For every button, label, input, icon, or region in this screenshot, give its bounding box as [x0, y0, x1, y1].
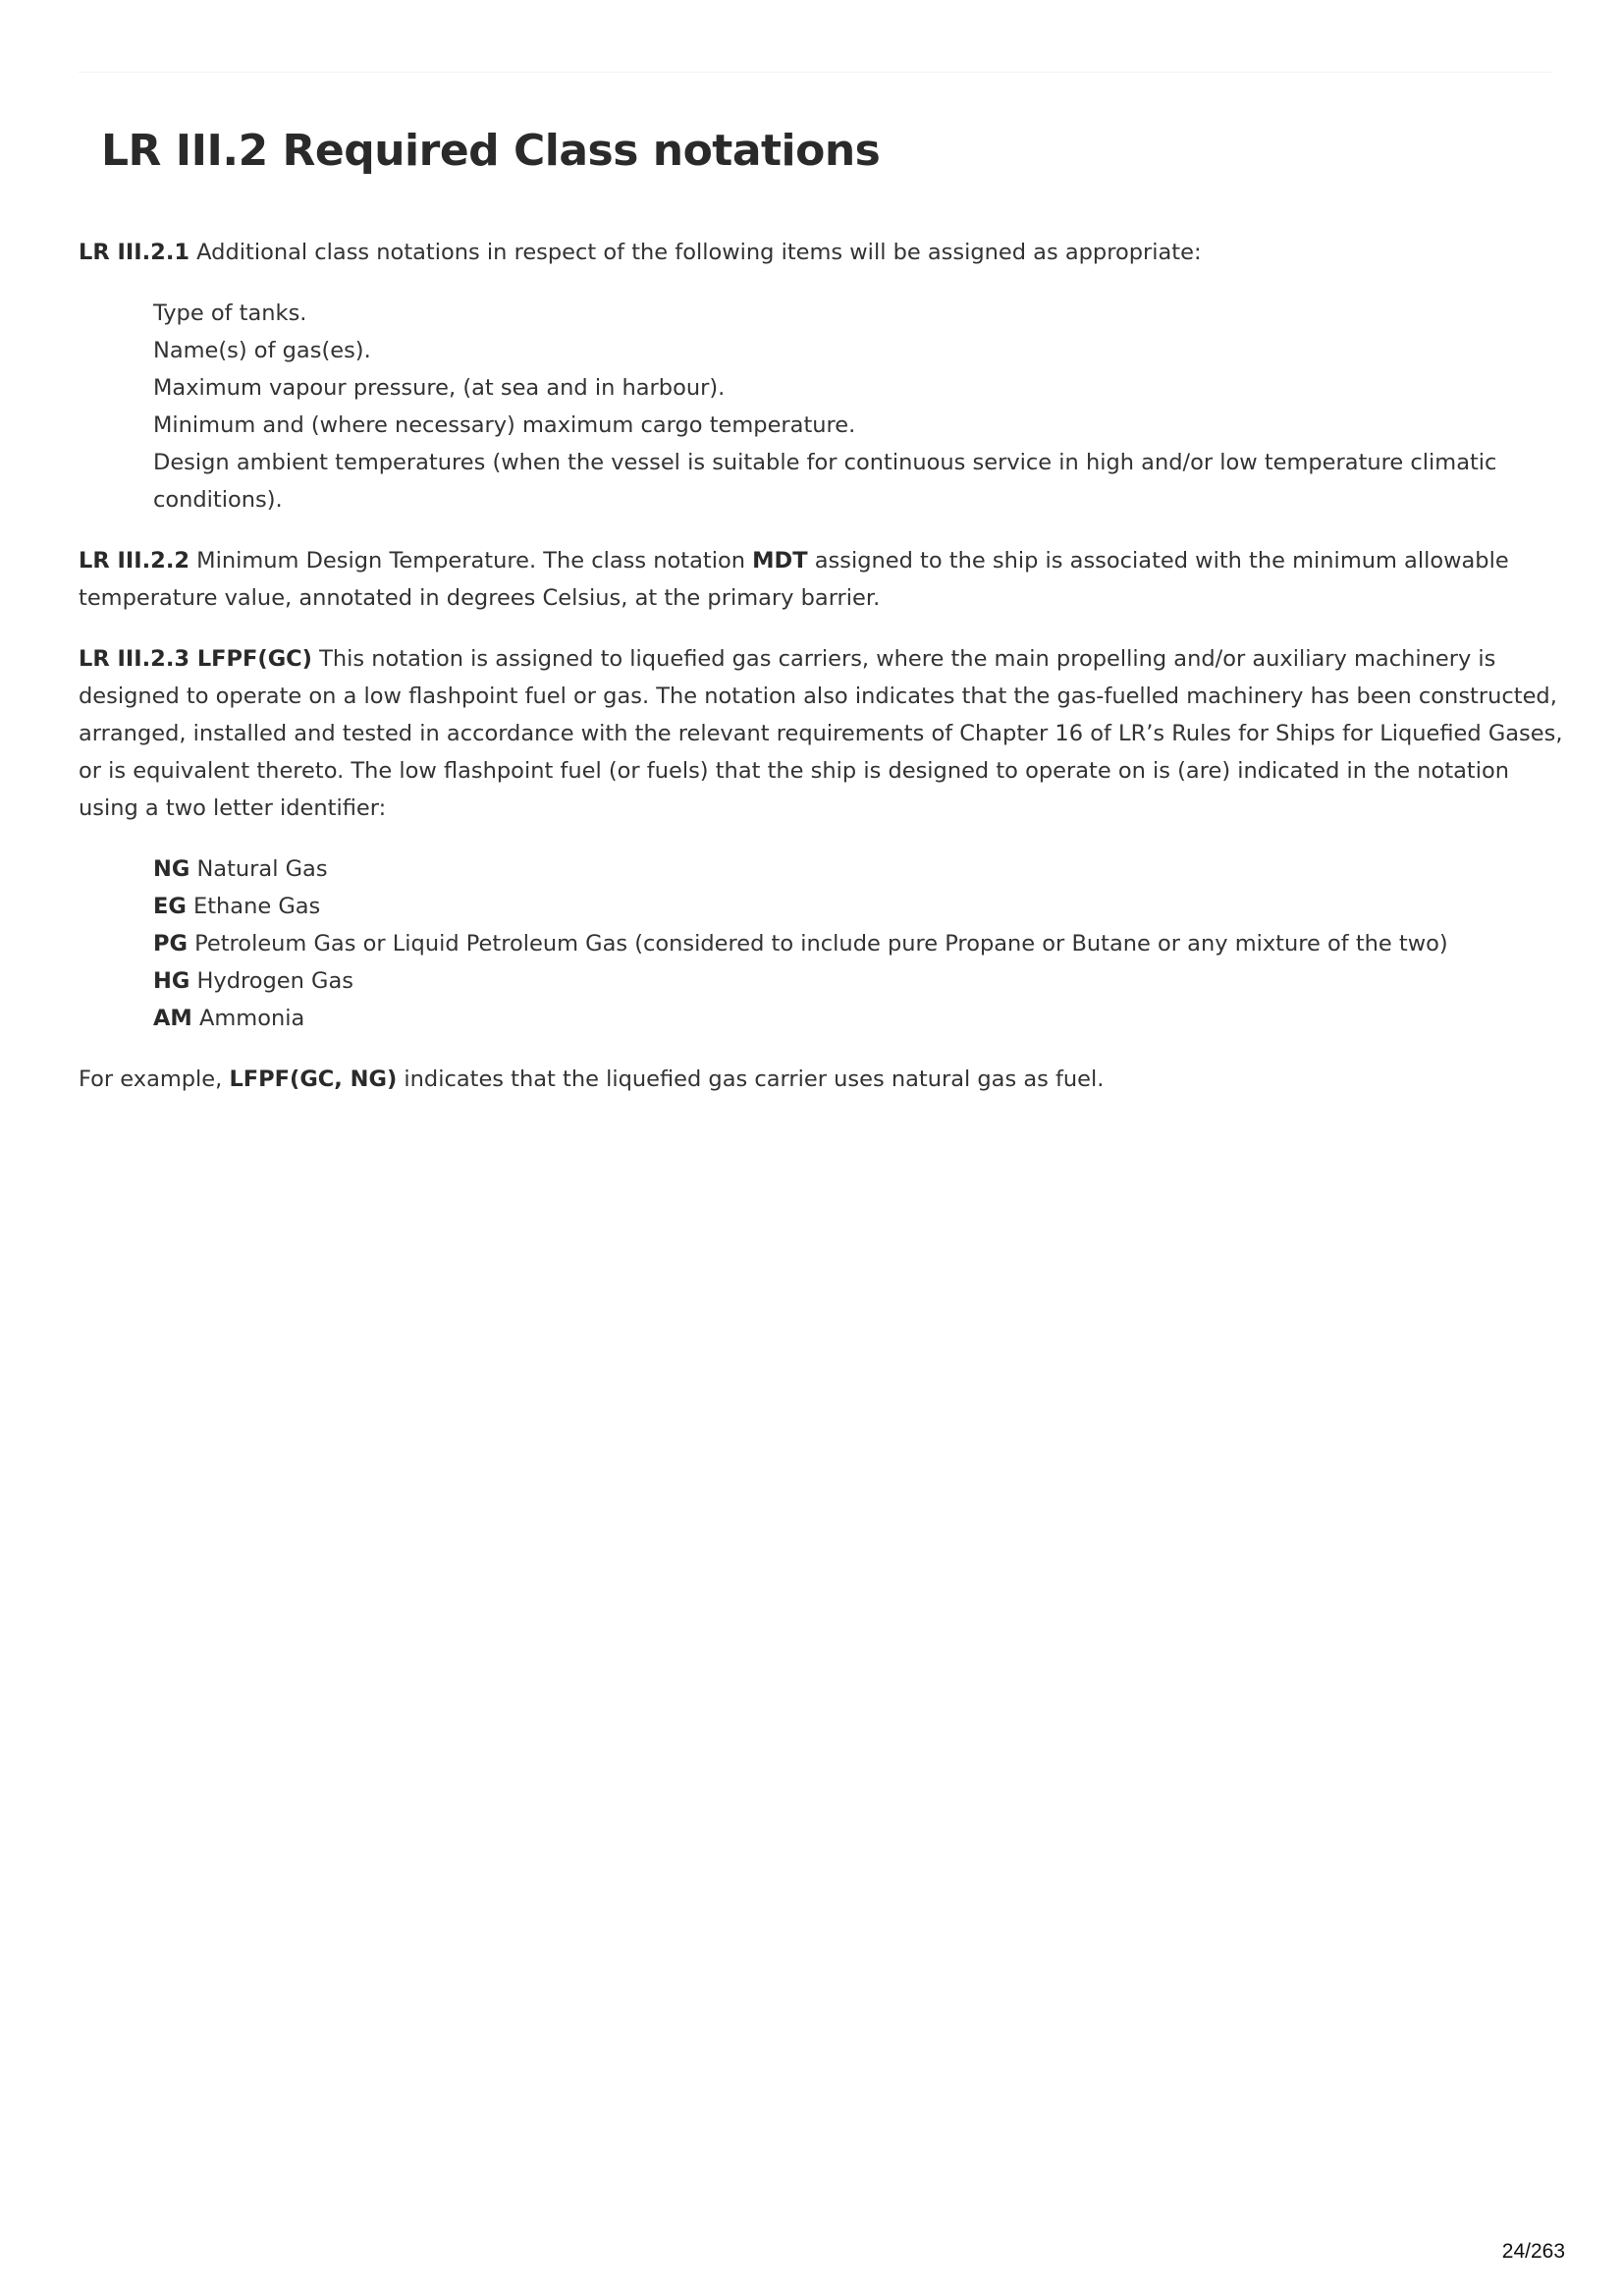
fuel-name: Ammonia: [191, 1006, 305, 1031]
list-item: Type of tanks.: [153, 301, 307, 326]
paragraph-ref: LR III.2.3 LFPF(GC): [79, 646, 312, 672]
fuel-item: [153, 888, 1563, 925]
fuel-name: Natural Gas: [189, 856, 328, 882]
list-item: Design ambient temperatures (when the vessel is suitable for continuous service in high and/or low temperature climatic conditions).: [153, 450, 1497, 513]
paragraph-lr-iii-2-2: [79, 542, 1563, 617]
fuel-identifier-list: [79, 850, 1563, 1037]
fuel-name: Ethane Gas: [186, 894, 321, 919]
paragraph-text: Additional class notations in respect of the following items will be assigned as appropriate:: [189, 240, 1202, 265]
paragraph-lr-iii-2-1: [79, 234, 1563, 271]
fuel-code: NG: [153, 856, 190, 882]
fuel-item: [153, 850, 1563, 888]
paragraph-ref: LR III.2.2: [79, 548, 190, 574]
fuel-code: EG: [153, 894, 187, 919]
list-item: Minimum and (where necessary) maximum cargo temperature.: [153, 412, 856, 438]
paragraph-ref: LR III.2.1: [79, 240, 190, 265]
document-body: [79, 234, 1563, 1121]
paragraph-text: assigned to the ship is associated with the minimum allowable temperature value, annotated in degrees Celsius, at the primary barrier.: [79, 548, 1509, 611]
example-paragraph: [79, 1061, 1563, 1098]
notation-mdt: MDT: [752, 548, 808, 574]
fuel-code: AM: [153, 1006, 192, 1031]
header-divider: [79, 72, 1551, 73]
paragraph-text: This notation is assigned to liquefied gas carriers, where the main propelling and/or auxiliary machinery is designed to operate on a low flashpoint fuel or gas. The notation also indicates that the gas-fuelled machinery has been constructed, arranged, installed and tested in accordance with the relevant requirements of Chapter 16 of LR’s Rules for Ships for Liquefied Gases, or is equivalent thereto. The low flashpoint fuel (or fuels) that the ship is designed to operate on is (are) indicated in the notation using a two letter identifier:: [79, 646, 1563, 821]
example-notation: LFPF(GC, NG): [229, 1066, 398, 1092]
fuel-name: Hydrogen Gas: [189, 968, 353, 994]
page-title: LR III.2 Required Class notations: [101, 126, 881, 176]
list-item: Name(s) of gas(es).: [153, 338, 371, 363]
fuel-item: [153, 1000, 1563, 1037]
fuel-item: [153, 925, 1563, 962]
paragraph-lr-iii-2-3: [79, 640, 1563, 827]
example-text: indicates that the liquefied gas carrier uses natural gas as fuel.: [397, 1066, 1105, 1092]
fuel-code: HG: [153, 968, 190, 994]
list-item: Maximum vapour pressure, (at sea and in harbour).: [153, 375, 726, 401]
example-text: For example,: [79, 1066, 230, 1092]
fuel-code: PG: [153, 931, 188, 957]
fuel-name: Petroleum Gas or Liquid Petroleum Gas (considered to include pure Propane or Butane or any mixture of the two): [187, 931, 1448, 957]
notation-items-list: [79, 295, 1563, 519]
page-number: 24/263: [1501, 2240, 1565, 2263]
fuel-item: [153, 962, 1563, 1000]
paragraph-text: Minimum Design Temperature. The class notation: [189, 548, 753, 574]
